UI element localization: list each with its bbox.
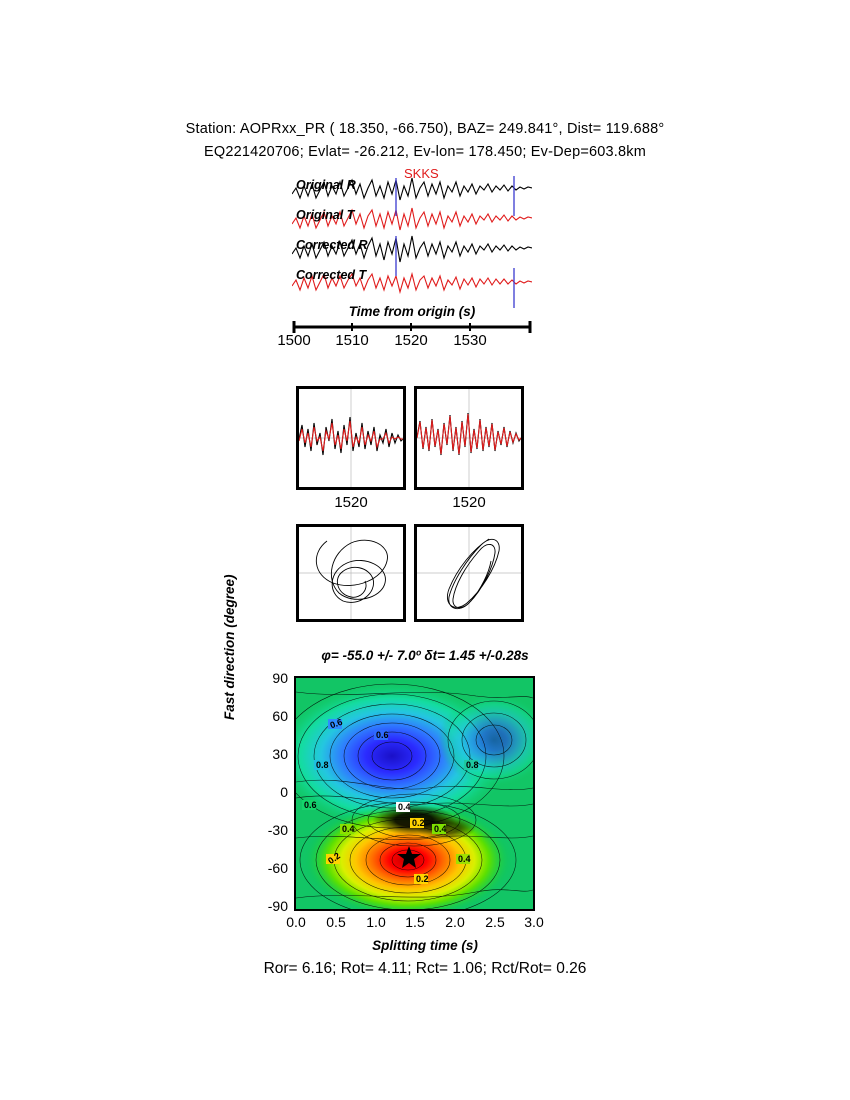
ytick-m60: -60 (267, 860, 288, 876)
svg-text:0.6: 0.6 (304, 800, 317, 810)
particle-motion-corrected (414, 524, 524, 622)
time-tick-3: 1530 (453, 332, 487, 349)
particle-motion-original-path (299, 527, 403, 619)
svg-text:0.4: 0.4 (342, 824, 355, 834)
svg-text:0.6: 0.6 (328, 716, 344, 731)
footer-stats: Ror= 6.16; Rot= 4.11; Rct= 1.06; Rct/Rot= 0.26 (263, 960, 587, 977)
time-axis-title: Time from origin (s) (348, 304, 476, 319)
xtick-3: 1.5 (405, 914, 425, 930)
time-tick-1: 1510 (335, 332, 369, 349)
ytick-60: 60 (272, 708, 288, 724)
contour-title: φ= -55.0 +/- 7.0º δt= 1.45 +/-0.28s (321, 648, 529, 663)
particle-motion-original (296, 524, 406, 622)
particle-motion-corrected-path (417, 527, 521, 619)
trace-label-original-t: Original T (296, 208, 355, 222)
time-axis-tick-labels (274, 332, 550, 354)
windowed-right-tick: 1520 (452, 494, 486, 511)
xtick-4: 2.0 (445, 914, 465, 930)
contour-y-axis-label: Fast direction (degree) (222, 574, 237, 720)
contour-x-axis-label: Splitting time (s) (372, 938, 478, 953)
time-tick-0: 1500 (277, 332, 311, 349)
trace-label-original-r: Original R (296, 178, 356, 192)
header-line-station: Station: AOPRxx_PR ( 18.350, -66.750), BAZ= 249.841°, Dist= 119.688° (185, 121, 665, 137)
trace-label-corrected-r: Corrected R (296, 238, 368, 252)
windowed-waveform-original-traces (299, 389, 403, 487)
header-line-event: EQ221420706; Evlat= -26.212, Ev-lon= 178.450; Ev-Dep=603.8km (203, 144, 647, 160)
contour-plot (294, 676, 535, 911)
contour-surface (296, 678, 533, 909)
svg-text:0.8: 0.8 (466, 760, 479, 770)
xtick-5: 2.5 (485, 914, 505, 930)
figure-header (0, 118, 850, 164)
windowed-waveform-original (296, 386, 406, 490)
svg-text:0.4: 0.4 (458, 854, 471, 864)
windowed-left-tick: 1520 (334, 494, 368, 511)
svg-text:0.2: 0.2 (412, 818, 425, 828)
svg-text:0.6: 0.6 (376, 730, 389, 740)
ytick-m90: -90 (267, 898, 288, 914)
ytick-0: 0 (280, 784, 288, 800)
xtick-0: 0.0 (286, 914, 306, 930)
svg-text:0.2: 0.2 (416, 874, 429, 884)
waveform-panel (292, 166, 532, 320)
svg-text:0.2: 0.2 (326, 850, 343, 866)
xtick-1: 0.5 (326, 914, 346, 930)
ytick-30: 30 (272, 746, 288, 762)
time-axis (277, 304, 532, 358)
ytick-90: 90 (272, 670, 288, 686)
windowed-waveform-corrected-traces (417, 389, 521, 487)
svg-text:0.4: 0.4 (398, 802, 411, 812)
windowed-waveform-corrected (414, 386, 524, 490)
svg-text:0.8: 0.8 (316, 760, 329, 770)
skks-phase-label: SKKS (404, 166, 439, 181)
contour-frame (294, 676, 535, 911)
ytick-m30: -30 (267, 822, 288, 838)
svg-text:0.4: 0.4 (434, 824, 447, 834)
trace-label-corrected-t: Corrected T (296, 268, 367, 282)
time-tick-2: 1520 (394, 332, 428, 349)
xtick-6: 3.0 (524, 914, 544, 930)
xtick-2: 1.0 (366, 914, 386, 930)
